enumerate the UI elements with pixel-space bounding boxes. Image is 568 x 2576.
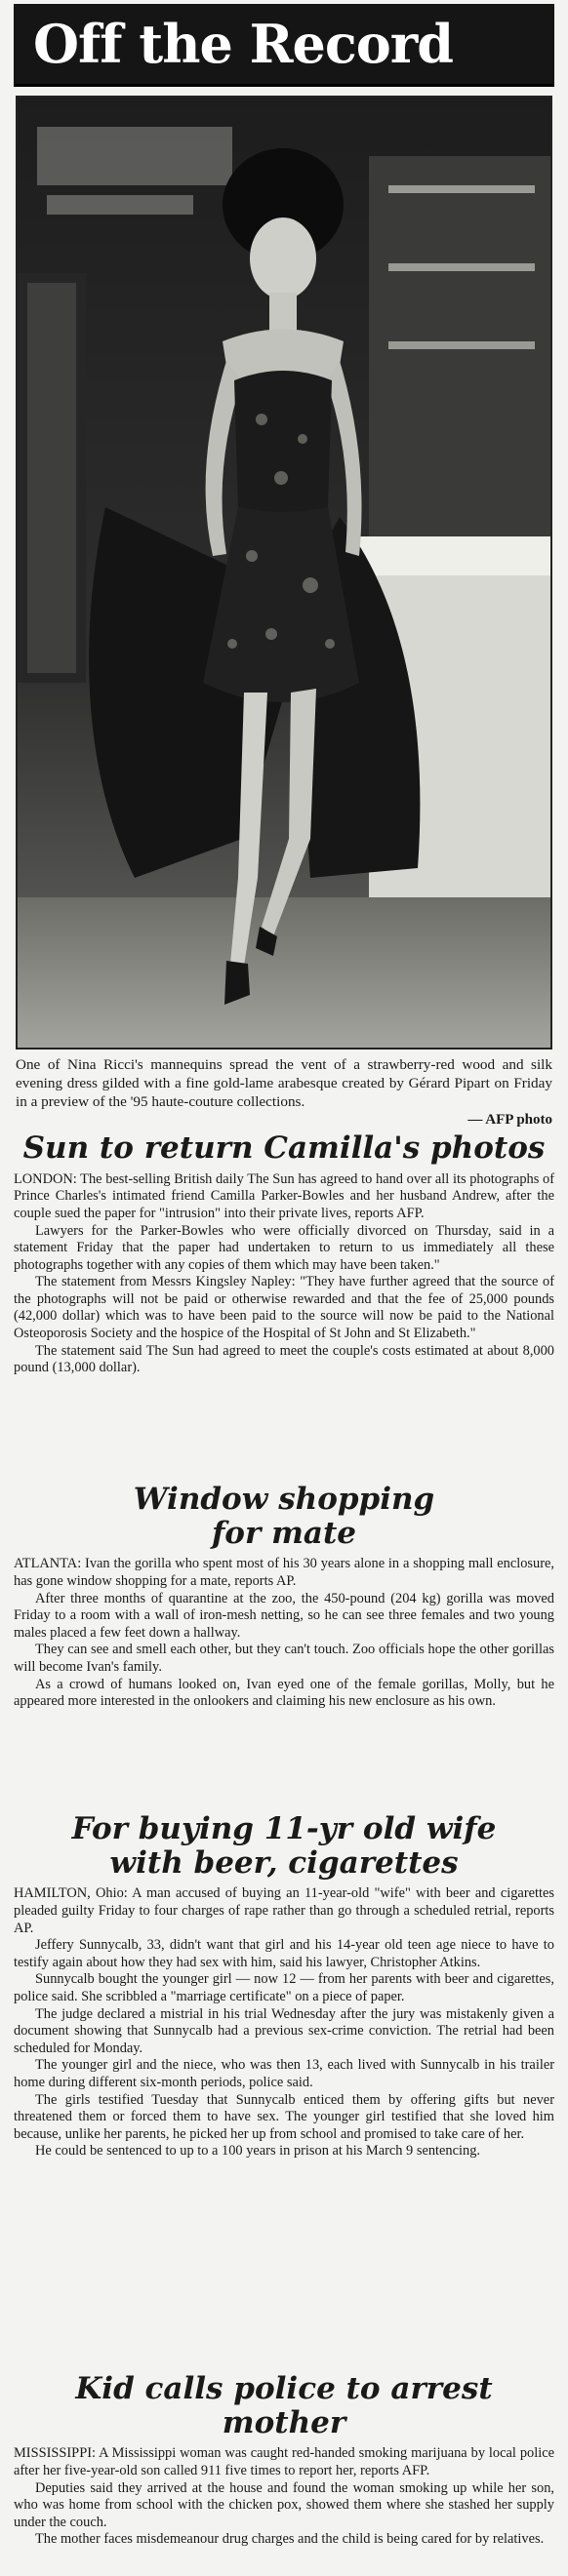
article-body [14, 1556, 554, 1710]
paragraph: As a crowd of humans looked on, Ivan eyed one of the female gorillas, Molly, but he appeared more interested in the onlookers and claiming his new enclosure as his own. [14, 1676, 554, 1710]
paragraph: Deputies said they arrived at the house and found the woman smoking up while her son, who was home from school with the chicken pox, showed them where she stashed her supply under the couch. [14, 2479, 554, 2530]
article-gorilla [14, 1483, 554, 1711]
paragraph: HAMILTON, Ohio: A man accused of buying an 11-year-old "wife" with beer and cigarettes pleaded guilty Friday to four charges of rape rather than go through a scheduled retrial, reports AP. [14, 1885, 554, 1936]
paragraph: After three months of quarantine at the zoo, the 450-pound (204 kg) gorilla was moved Friday to a room with a wall of iron-mesh netting, so he can see three females and two young males placed a few feet down a hallway. [14, 1590, 554, 1641]
paragraph: The judge declared a mistrial in his trial Wednesday after the jury was mistakenly given a document showing that Sunnycalb had a previous sex-crime conviction. The retrial had been scheduled for Monday. [14, 2005, 554, 2056]
headline-kid: Kid calls police to arrest mother [75, 2371, 493, 2440]
article-wife [14, 1812, 554, 2160]
paragraph: LONDON: The best-selling British daily The Sun has agreed to hand over all its photographs of Prince Charles's intimated friend Camilla Parker-Bowles and her husband Andrew, after the couple sued the paper for "intrusion" into their private lives, reports AFP. [14, 1170, 554, 1221]
paragraph: They can see and smell each other, but they can't touch. Zoo officials hope the other gorillas will become Ivan's family. [14, 1642, 554, 1675]
article-camilla [14, 1131, 554, 1377]
caption-text: One of Nina Ricci's mannequins spread the vent of a strawberry-red wood and silk evening dress gilded with a fine gold-lame arabesque created by Gérard Pipart on Friday in a preview of the '95 haute-couture collections. [16, 1056, 552, 1110]
paragraph: The younger girl and the niece, who was then 13, each lived with Sunnycalb in his trailer home during different six-month periods, police said. [14, 2057, 554, 2090]
article-body [14, 1885, 554, 2160]
fashion-photo [16, 96, 552, 1050]
photo-caption [16, 1055, 552, 1129]
headline-gorilla: Window shopping for mate [133, 1482, 435, 1551]
masthead [14, 4, 554, 87]
paragraph: Jeffery Sunnycalb, 33, didn't want that girl and his 14-year old teen age niece to have to testify again about how they had sex with him, said his lawyer, Christopher Atkins. [14, 1937, 554, 1970]
paragraph: The mother faces misdemeanour drug charges and the child is being cared for by relatives. [35, 2531, 545, 2548]
article-body [14, 1171, 554, 1377]
headline-camilla: Sun to return Camilla's photos [22, 1130, 546, 1166]
paragraph: ATLANTA: Ivan the gorilla who spent most of his 30 years alone in a shopping mall enclosure, has gone window shopping for a mate, reports AP. [14, 1556, 554, 1590]
article-kid [14, 2372, 554, 2549]
paragraph: MISSISSIPPI: A Mississippi woman was caught red-handed smoking marijuana by local police after her five-year-old son called 911 five times to report her, reports AFP. [14, 2445, 554, 2479]
paragraph: Lawyers for the Parker-Bowles who were officially divorced on Thursday, said in a statement Friday that the paper had undertaken to return to us immediately all these photographs together with any copies of them which may have been taken." [14, 1222, 554, 1273]
paragraph: The statement from Messrs Kingsley Napley: "They have further agreed that the source of the photographs will not be paid or otherwise rewarded and that the fee of 25,000 pounds (42,000 dollar) which was to have been paid to the source will now be paid to the National Osteoporosis Society and the hospice of the Hospital of St John and St Elizabeth." [14, 1274, 554, 1342]
paragraph: The statement said The Sun had agreed to meet the couple's costs estimated at about 8,000 pound (13,000 dollar). [14, 1342, 554, 1376]
masthead-title: Off the Record [33, 13, 453, 75]
article-body [14, 2445, 554, 2549]
photo-credit: — AFP photo [467, 1112, 552, 1128]
paragraph: Sunnycalb bought the younger girl — now 12 — from her parents with beer and cigarettes, police said. She scribbled a "marriage certificate" on a piece of paper. [14, 1971, 554, 2004]
paragraph: He could be sentenced to up to a 100 years in prison at his March 9 sentencing. [35, 2143, 480, 2160]
headline-wife: For buying 11-yr old wife with beer, cigarettes [71, 1811, 497, 1881]
paragraph: The girls testified Tuesday that Sunnycalb enticed them by offering gifts but never threatened them or forced them to have sex. The younger girl testified that she loved him because, unlike her parents, he picked her up from school and promised to take care of her. [14, 2091, 554, 2142]
